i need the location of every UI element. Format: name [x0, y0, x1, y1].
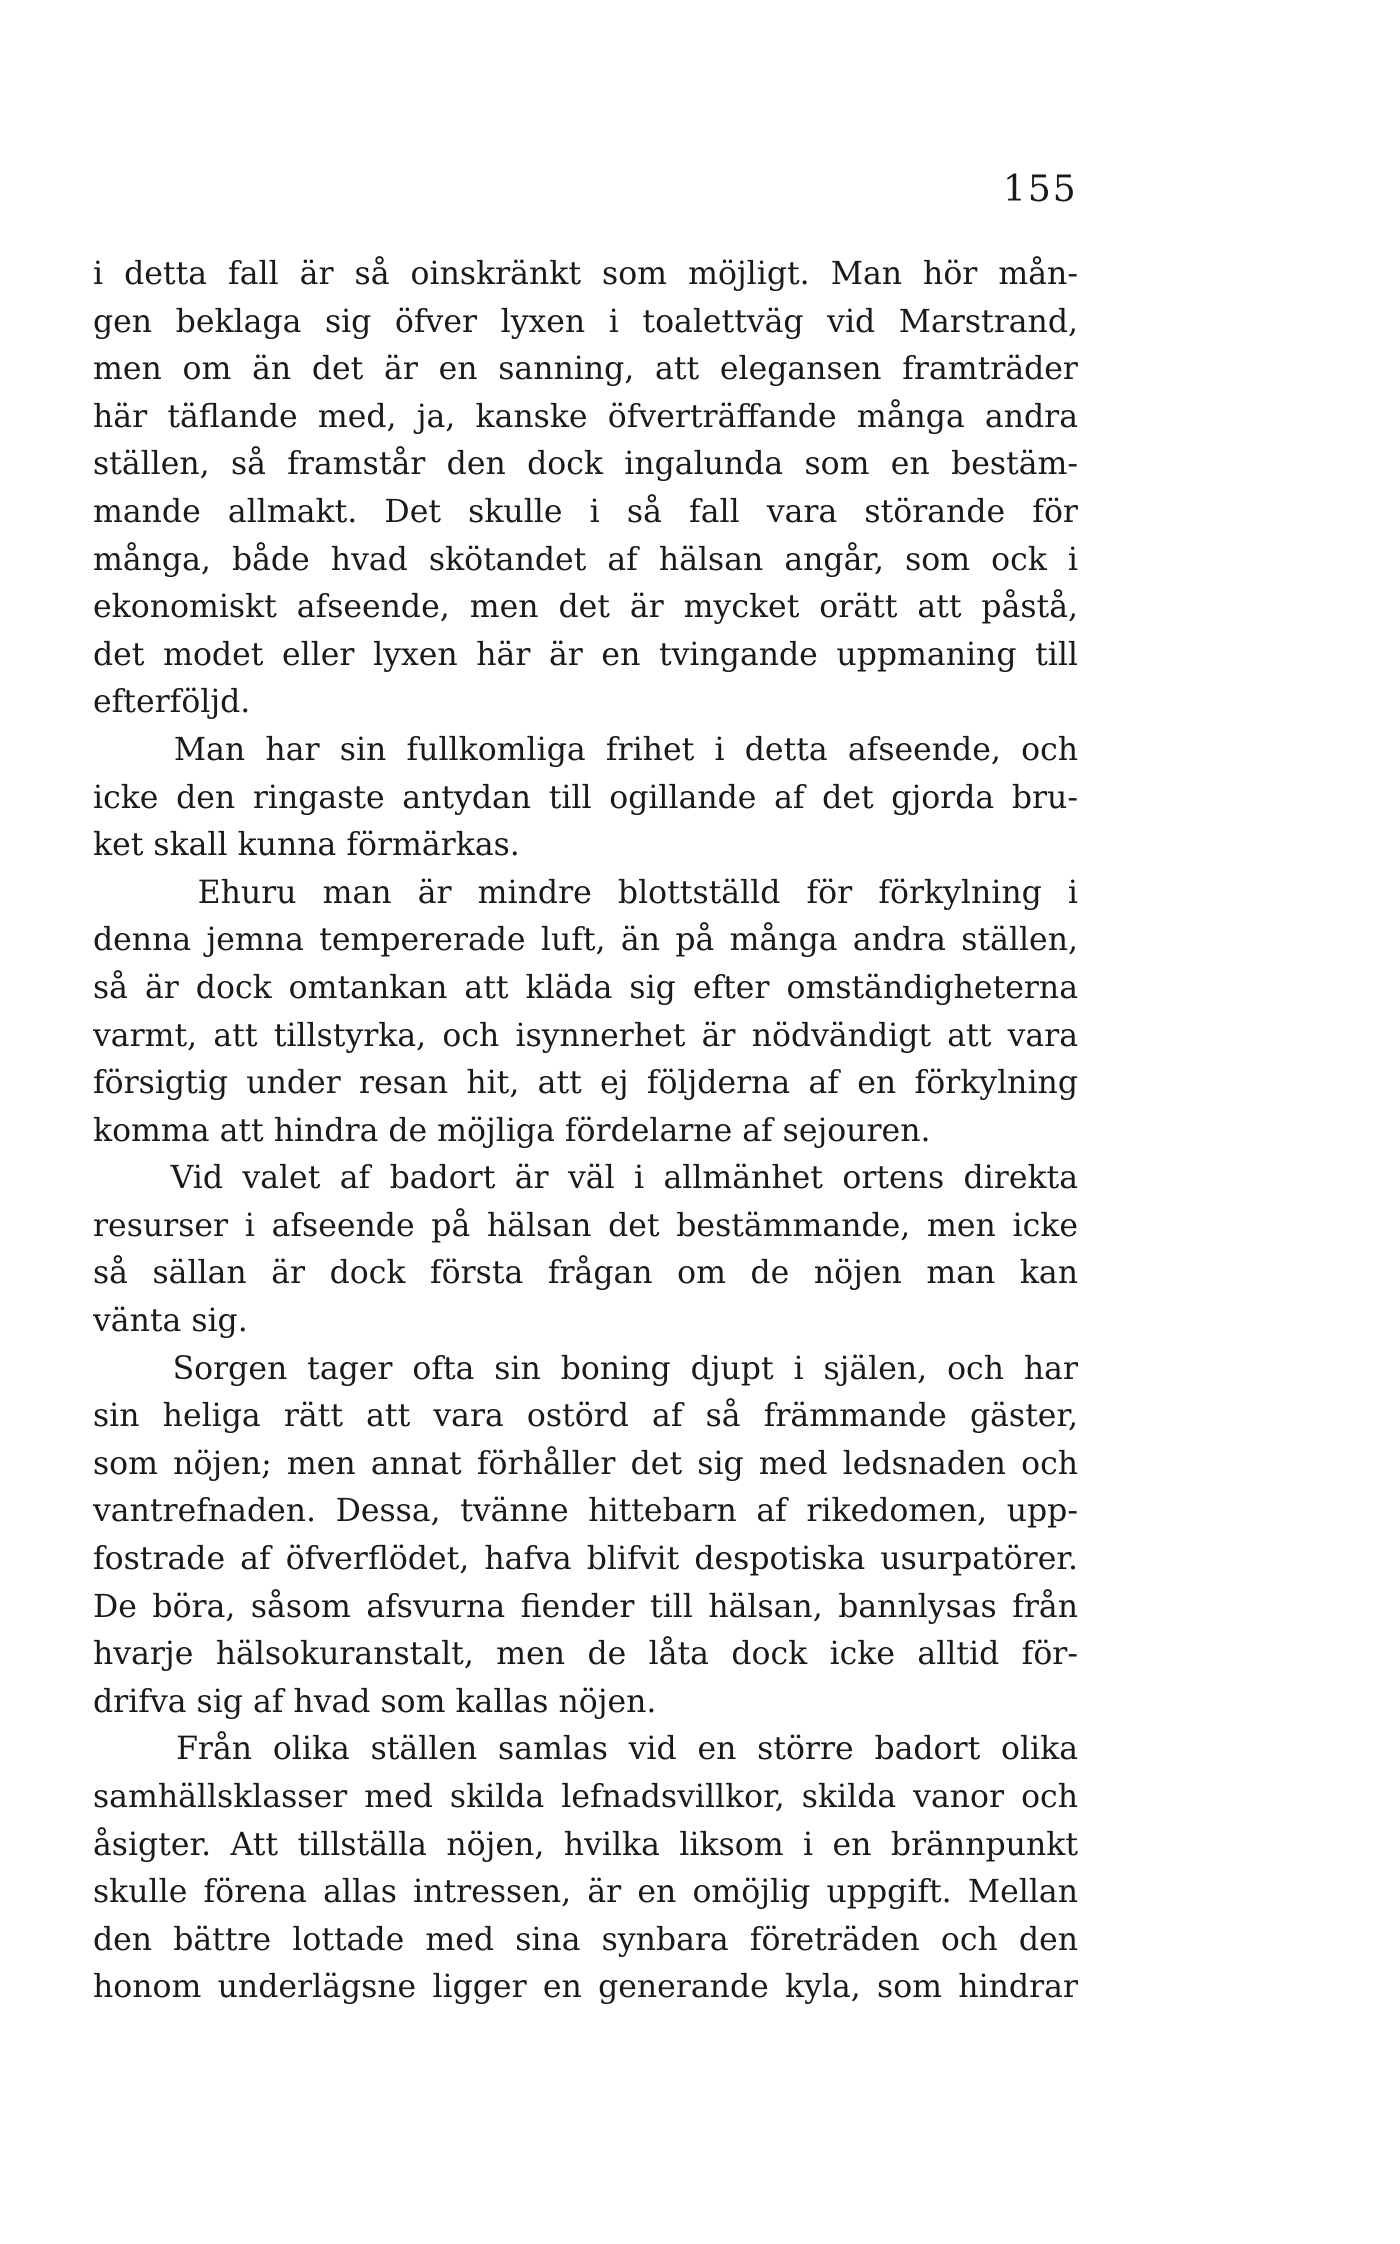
body-text: [93, 251, 1078, 2012]
text-line: komma att hindra de möjliga fördelarne af sejouren.: [93, 1112, 931, 1149]
text-line: i detta fall är så oinskränkt som möjligt. Man hör mån-: [93, 256, 1078, 292]
text-line: De böra, såsom afsvurna fiender till hälsan, bannlysas från: [93, 1588, 1078, 1625]
text-line: fostrade af öfverflödet, hafva blifvit despotiska usurpatörer.: [93, 1541, 1078, 1578]
text-line: Sorgen tager ofta sin boning djupt i själen, och har: [93, 1350, 1078, 1387]
text-line: Man har sin fullkomliga frihet i detta afseende, och: [93, 731, 1078, 768]
text-line: Från olika ställen samlas vid en större badort olika: [93, 1731, 1078, 1768]
text-line: försigtig under resan hit, att ej följderna af en förkylning: [93, 1065, 1078, 1102]
text-line: här täflande med, ja, kanske öfverträffande många andra: [93, 398, 1078, 435]
text-line: så är dock omtankan att kläda sig efter omständigheterna: [93, 969, 1078, 1006]
page-number: 155: [1003, 169, 1078, 210]
text-line: Vid valet af badort är väl i allmänhet ortens direkta: [93, 1160, 1078, 1197]
text-line: denna jemna tempererade luft, än på många andra ställen,: [93, 922, 1078, 959]
text-line: samhällsklasser med skilda lefnadsvillkor, skilda vanor och: [93, 1779, 1078, 1815]
text-line: icke den ringaste antydan till ogillande af det gjorda bru-: [93, 779, 1078, 816]
text-line: drifva sig af hvad som kallas nöjen.: [93, 1683, 657, 1720]
text-line: honom underlägsne ligger en generande kyla, som hindrar: [93, 1969, 1078, 2006]
text-line: resurser i afseende på hälsan det bestämmande, men icke: [93, 1207, 1078, 1244]
text-line: hvarje hälsokuranstalt, men de låta dock icke alltid för-: [93, 1636, 1078, 1673]
text-line: skulle förena allas intressen, är en omöjlig uppgift. Mellan: [93, 1874, 1078, 1911]
text-line: ställen, så framstår den dock ingalunda som en bestäm-: [93, 446, 1078, 483]
text-line: mande allmakt. Det skulle i så fall vara störande för: [93, 493, 1078, 530]
text-line: så sällan är dock första frågan om de nöjen man kan: [93, 1255, 1078, 1292]
text-line: som nöjen; men annat förhåller det sig med ledsnaden och: [93, 1445, 1078, 1482]
text-line: Ehuru man är mindre blottställd för förkylning i: [93, 874, 1078, 911]
text-line: ket skall kunna förmärkas.: [93, 827, 520, 864]
text-line: vänta sig.: [93, 1303, 248, 1340]
text-line: sin heliga rätt att vara ostörd af så främmande gäster,: [93, 1398, 1078, 1435]
text-line: vantrefnaden. Dessa, tvänne hittebarn af rikedomen, upp-: [93, 1493, 1078, 1530]
text-line: men om än det är en sanning, att elegansen framträder: [93, 351, 1078, 388]
text-line: många, både hvad skötandet af hälsan angår, som ock i: [93, 541, 1078, 578]
text-line: det modet eller lyxen här är en tvingande uppmaning till: [93, 636, 1078, 673]
text-line: varmt, att tillstyrka, och isynnerhet är nödvändigt att vara: [93, 1017, 1078, 1054]
text-line: gen beklaga sig öfver lyxen i toalettväg vid Marstrand,: [93, 303, 1078, 340]
text-line: efterföljd.: [93, 684, 251, 721]
text-line: ekonomiskt afseende, men det är mycket orätt att påstå,: [93, 589, 1078, 626]
text-line: åsigter. Att tillställa nöjen, hvilka liksom i en brännpunkt: [93, 1826, 1078, 1863]
text-line: den bättre lottade med sina synbara företräden och den: [93, 1921, 1078, 1958]
